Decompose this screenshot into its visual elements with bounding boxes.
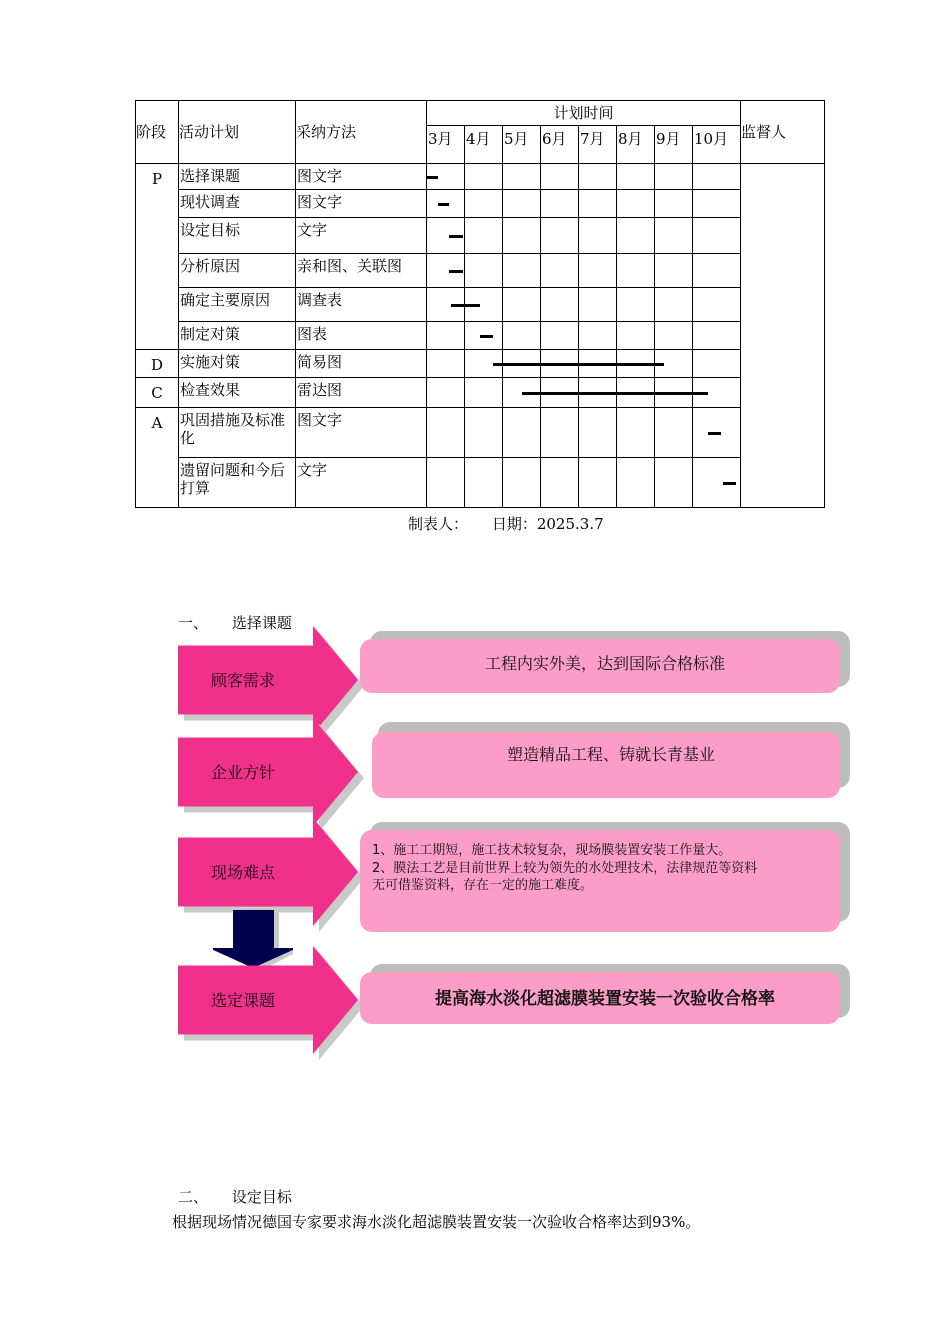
month-cell [655,254,693,288]
method-cell: 图文字 [296,408,427,458]
flow-label: 选定课题 [211,991,276,1010]
month-cell [655,218,693,254]
month-cell [617,218,655,254]
method-cell: 简易图 [296,350,427,378]
schedule-bar [522,392,708,395]
month-header: 8月 [617,126,655,164]
flow-arrow-policy [178,718,364,830]
month-cell [655,288,693,322]
method-cell: 图文字 [296,190,427,218]
month-cell [655,458,693,508]
month-cell [503,322,541,350]
flow-box-policy [372,722,850,800]
month-cell [579,322,617,350]
schedule-bar [451,304,480,307]
month-cell [579,288,617,322]
method-cell: 调查表 [296,288,427,322]
method-cell: 文字 [296,458,427,508]
month-cell [617,322,655,350]
table-row [136,218,825,254]
month-cell [579,458,617,508]
header-supervisor: 监督人 [741,101,825,164]
activity-cell: 分析原因 [179,254,296,288]
flow-box-difficulty [360,822,850,934]
method-cell: 图文字 [296,164,427,190]
header-phase: 阶段 [136,101,179,164]
method-cell: 亲和图、关联图 [296,254,427,288]
month-cell [465,458,503,508]
activity-cell: 确定主要原因 [179,288,296,322]
schedule-bar [427,176,438,179]
difficulty-line-2: 2、膜法工艺是目前世界上较为领先的水处理技术，法律规范等资料 [372,861,758,876]
activity-cell: 实施对策 [179,350,296,378]
table-row [136,408,825,458]
month-cell [617,190,655,218]
month-cell [655,190,693,218]
month-cell [465,190,503,218]
table-row [136,378,825,408]
flow-box-customer [360,631,850,695]
activity-cell: 遗留问题和今后打算 [179,458,296,508]
month-cell [427,458,465,508]
month-cell [693,322,741,350]
schedule-bar [708,432,721,435]
schedule-bar [449,270,462,273]
section1-title: 一、 选择课题 [178,614,292,632]
schedule-bar [723,482,736,485]
table-row [136,190,825,218]
flow-text: 塑造精品工程、铸就长青基业 [506,745,715,764]
month-header: 9月 [655,126,693,164]
month-cell [541,254,579,288]
month-cell [503,254,541,288]
activity-cell: 选择课题 [179,164,296,190]
month-cell [541,190,579,218]
table-row [136,458,825,508]
schedule-bar [449,235,462,238]
month-cell [693,218,741,254]
header-plan-time: 计划时间 [427,101,741,126]
difficulty-line-3: 无可借鉴资料，存在一定的施工难度。 [372,878,594,893]
month-cell [693,254,741,288]
table-row [136,254,825,288]
schedule-bar [480,335,493,338]
supervisor-cell [741,164,825,508]
month-cell [465,254,503,288]
month-cell [465,408,503,458]
month-cell [617,458,655,508]
month-cell [693,350,741,378]
activity-cell: 制定对策 [179,322,296,350]
month-cell [655,322,693,350]
month-cell [541,458,579,508]
month-cell [541,408,579,458]
month-cell [693,190,741,218]
month-cell [579,408,617,458]
table-row [136,164,825,190]
month-cell [503,164,541,190]
schedule-bar [493,363,664,366]
month-cell [617,408,655,458]
activity-cell: 巩固措施及标准化 [179,408,296,458]
flow-arrow-topic [178,946,364,1058]
header-method: 采纳方法 [296,101,427,164]
selected-topic-text: 提高海水淡化超滤膜装置安装一次验收合格率 [435,989,775,1009]
flow-label: 现场难点 [211,863,276,882]
section2-title: 二、 设定目标 [178,1188,292,1206]
month-header: 6月 [541,126,579,164]
method-cell: 雷达图 [296,378,427,408]
flow-label: 企业方针 [211,763,276,782]
month-cell [579,254,617,288]
flow-text: 工程内实外美，达到国际合格标准 [484,654,725,673]
phase-cell: C [136,378,179,408]
month-cell [427,322,465,350]
phase-cell: A [136,408,179,508]
phase-cell: P [136,164,179,350]
month-cell [503,190,541,218]
month-header: 5月 [503,126,541,164]
month-cell [503,458,541,508]
month-cell [579,218,617,254]
activity-cell: 设定目标 [179,218,296,254]
phase-cell: D [136,350,179,378]
month-cell [465,218,503,254]
month-cell [655,408,693,458]
flow-box-topic [360,964,850,1026]
month-cell [465,378,503,408]
table-row [136,288,825,322]
method-cell: 图表 [296,322,427,350]
difficulty-line-1: 1、施工工期短，施工技术较复杂，现场膜装置安装工作量大。 [372,843,732,858]
month-cell [503,218,541,254]
month-cell [427,408,465,458]
month-cell [579,190,617,218]
header-activity: 活动计划 [179,101,296,164]
month-cell [427,378,465,408]
month-header: 10月 [693,126,741,164]
month-cell [541,322,579,350]
month-cell [541,218,579,254]
month-header: 3月 [427,126,465,164]
target-text: 根据现场情况德国专家要求海水淡化超滤膜装置安装一次验收合格率达到93%。 [172,1213,701,1231]
activity-cell: 现状调查 [179,190,296,218]
month-cell [617,164,655,190]
flow-label: 顾客需求 [211,671,276,690]
month-cell [427,350,465,378]
method-cell: 文字 [296,218,427,254]
month-cell [617,288,655,322]
table-caption: 制表人： 日期：2025.3.7 [408,515,604,533]
table-row [136,350,825,378]
month-cell [541,288,579,322]
month-cell [541,164,579,190]
month-header: 4月 [465,126,503,164]
activity-cell: 检查效果 [179,378,296,408]
month-cell [617,254,655,288]
month-cell [693,288,741,322]
schedule-bar [438,203,449,206]
month-cell [655,164,693,190]
month-cell [579,164,617,190]
plan-table [135,100,825,508]
month-cell [503,288,541,322]
month-header: 7月 [579,126,617,164]
month-cell [503,408,541,458]
month-cell [465,164,503,190]
month-cell [693,164,741,190]
